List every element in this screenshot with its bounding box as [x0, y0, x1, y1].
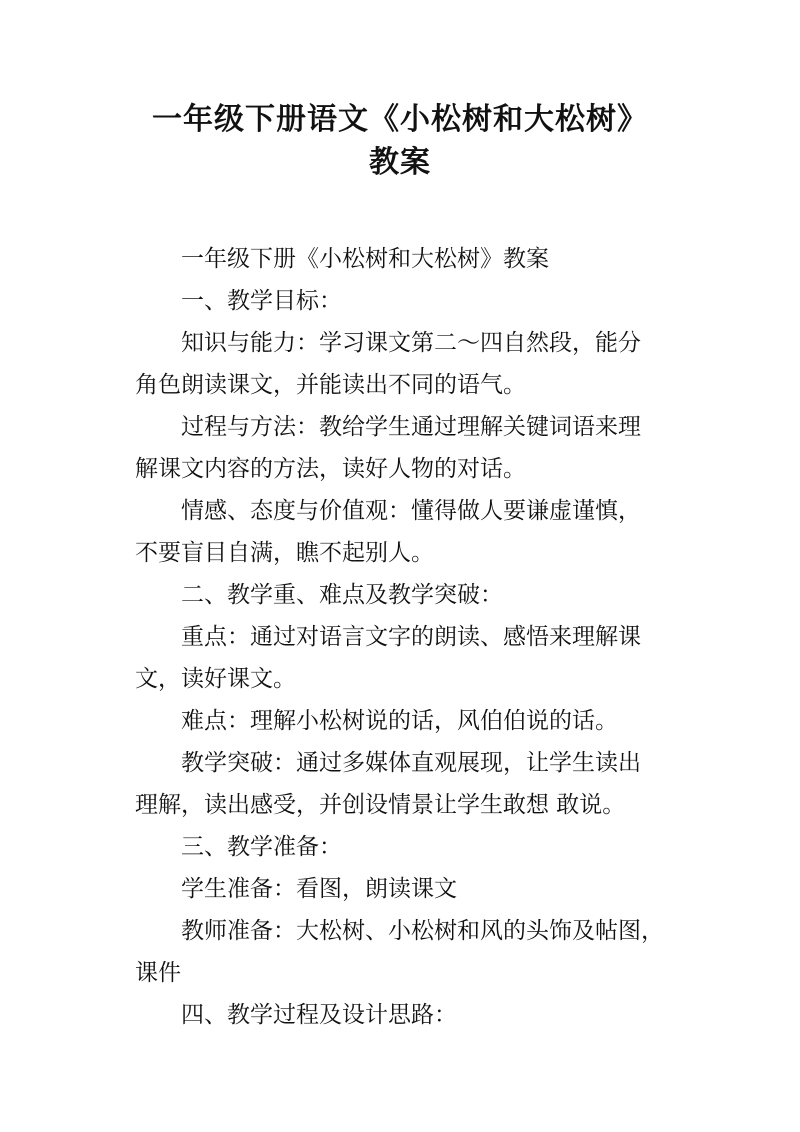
text-line: 教师准备：大松树、小松树和风的头饰及帖图，: [181, 918, 664, 944]
text-line: 不要盲目自满，瞧不起别人。: [135, 540, 434, 566]
section-heading: 一、教学目标：: [181, 288, 342, 314]
text-line: 一年级下册《小松树和大松树》教案: [181, 246, 549, 272]
section-heading: 二、教学重、难点及教学突破：: [181, 582, 503, 608]
text-line: 重点：通过对语言文字的朗读、感悟来理解课: [181, 624, 641, 650]
text-line: 学生准备：看图，朗读课文: [181, 876, 457, 902]
text-line: 教学突破：通过多媒体直观展现，让学生读出: [181, 750, 641, 776]
text-line: 角色朗读课文，并能读出不同的语气。: [135, 372, 526, 398]
text-line: 过程与方法：教给学生通过理解关键词语来理: [181, 414, 641, 440]
section-heading: 三、教学准备：: [181, 834, 342, 860]
text-line: 课件: [135, 960, 181, 986]
document-body: [135, 238, 670, 1036]
section-heading: 四、教学过程及设计思路：: [181, 1002, 457, 1028]
text-line: 解课文内容的方法，读好人物的对话。: [135, 456, 526, 482]
text-line: 情感、态度与价值观：懂得做人要谦虚谨慎，: [181, 498, 641, 524]
text-line: 文，读好课文。: [135, 666, 296, 692]
text-line: 理解，读出感受，并创设情景让学生敢想 敢说。: [135, 792, 626, 818]
document-title-line-1: 一年级下册语文《小松树和大松树》: [152, 102, 648, 137]
text-line: 知识与能力：学习课文第二～四自然段，能分: [181, 330, 641, 356]
document-title-line-2: 教案: [369, 145, 431, 180]
text-line: 难点：理解小松树说的话，风伯伯说的话。: [181, 708, 618, 734]
